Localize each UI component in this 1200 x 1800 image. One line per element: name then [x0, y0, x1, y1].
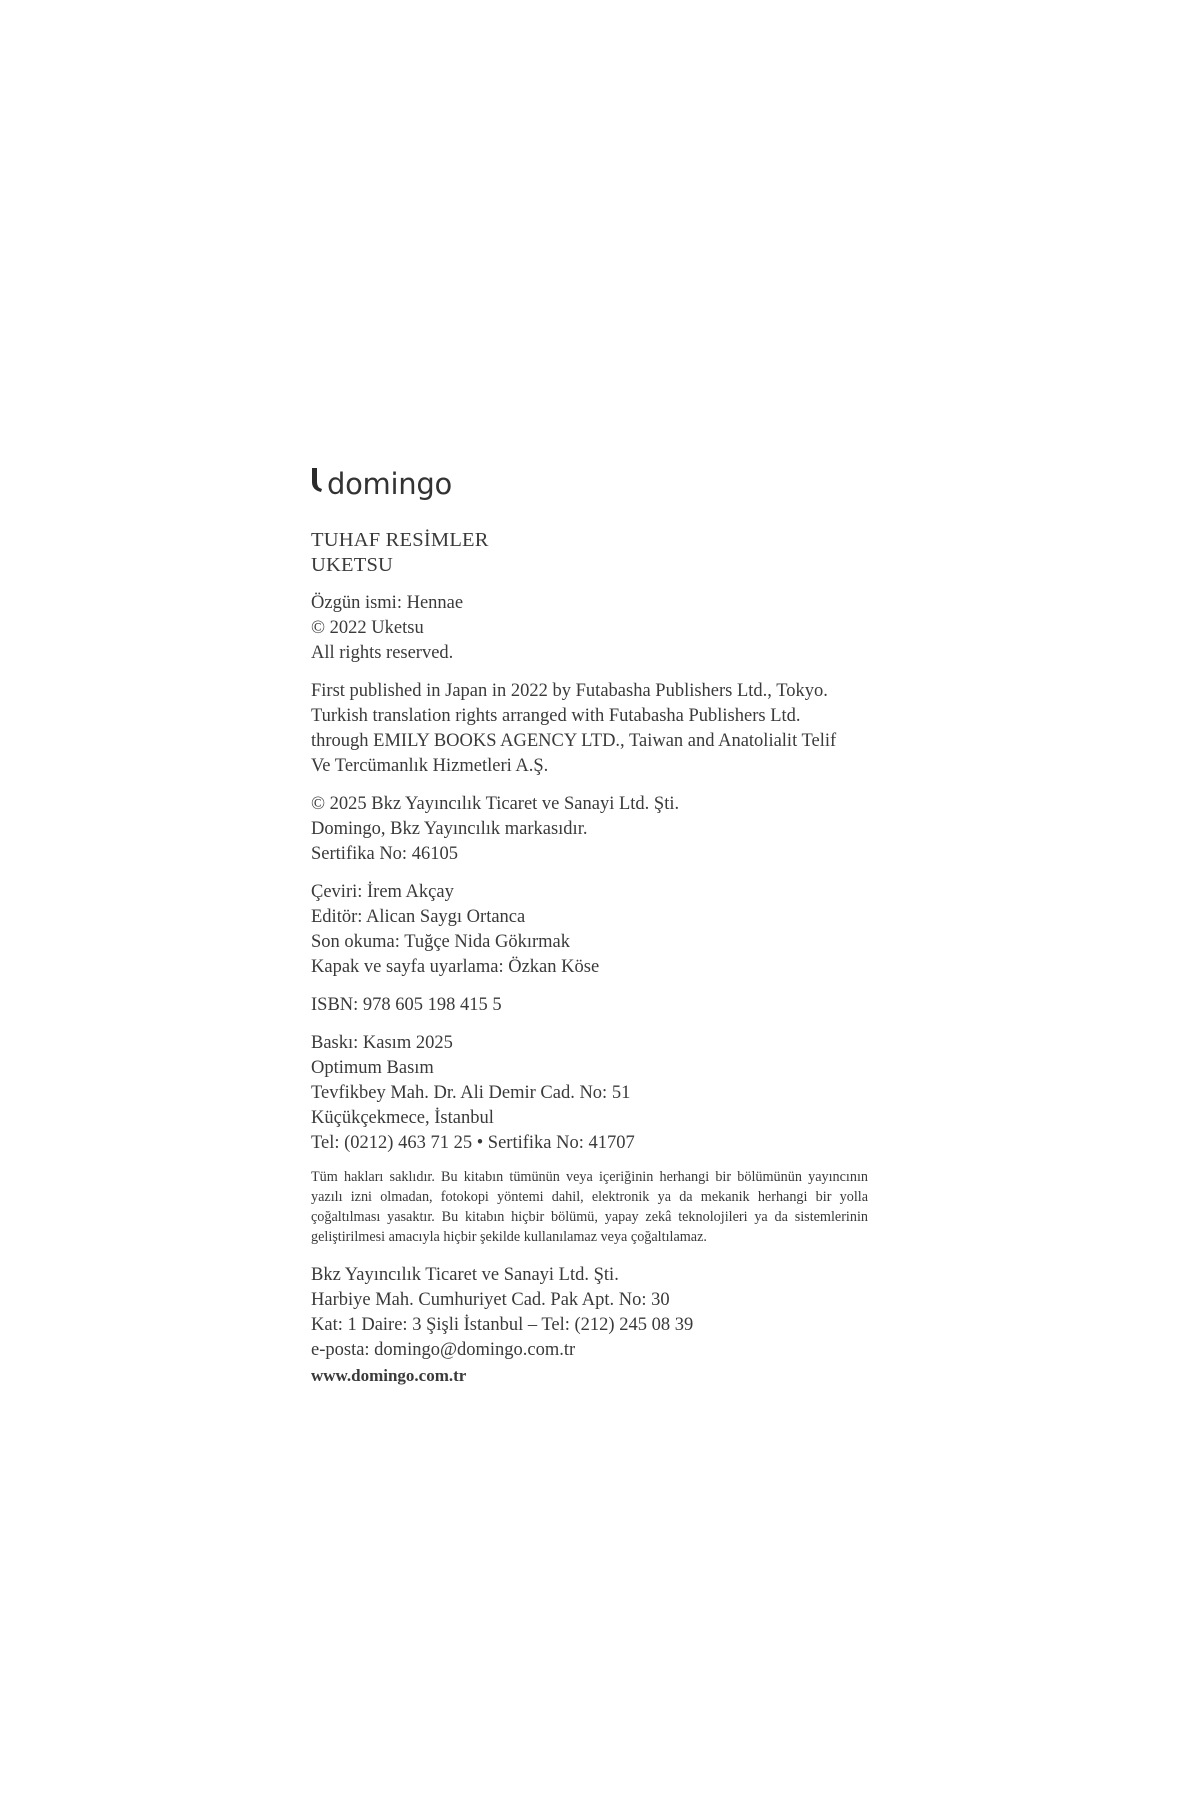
original-copyright: © 2022 Uketsu	[311, 618, 424, 638]
rights-line: Turkish translation rights arranged with Futabasha Publishers Ltd.	[311, 706, 801, 726]
credit-editor: Editör: Alican Saygı Ortanca	[311, 907, 526, 927]
legal-notice: Tüm hakları saklıdır. Bu kitabın tümünün veya içeriğinin herhangi bir bölümünün yayıncının yazılı izni olmadan, fotokopi yöntemi dahil, elektronik ya da mekanik herhangi bir yolla çoğaltılması yasaktır. Bu kitabın hiçbir bölümü, yapay zekâ teknolojileri ya da sistemlerinin geliştirilmesi amacıyla hiçbir şekilde kullanılamaz veya çoğaltılamaz.	[311, 1169, 868, 1245]
printing-block	[311, 1031, 871, 1156]
publisher-contact-block	[311, 1263, 871, 1388]
translation-rights-block	[311, 679, 871, 779]
rights-reserved: All rights reserved.	[311, 643, 454, 663]
original-info-block	[311, 591, 871, 666]
publisher-copyright-block	[311, 792, 871, 867]
credits-block	[311, 880, 871, 980]
credit-translator: Çeviri: İrem Akçay	[311, 882, 454, 902]
credit-cover-design: Kapak ve sayfa uyarlama: Özkan Köse	[311, 957, 600, 977]
rights-line: First published in Japan in 2022 by Futabasha Publishers Ltd., Tokyo.	[311, 681, 828, 701]
publisher-logo	[311, 466, 871, 500]
contact-phone: Kat: 1 Daire: 3 Şişli İstanbul – Tel: (212) 245 08 39	[311, 1315, 694, 1335]
printer-name: Optimum Basım	[311, 1058, 434, 1078]
original-title: Özgün ismi: Hennae	[311, 593, 464, 613]
printing-date: Baskı: Kasım 2025	[311, 1033, 453, 1053]
printer-city: Küçükçekmece, İstanbul	[311, 1108, 494, 1128]
contact-address: Harbiye Mah. Cumhuriyet Cad. Pak Apt. No: 30	[311, 1290, 670, 1310]
isbn-block	[311, 993, 871, 1018]
copyright-page	[311, 466, 871, 1401]
rights-line: Ve Tercümanlık Hizmetleri A.Ş.	[311, 756, 549, 776]
contact-email: e-posta: domingo@domingo.com.tr	[311, 1340, 576, 1360]
rights-line: through EMILY BOOKS AGENCY LTD., Taiwan and Anatolialit Telif	[311, 731, 837, 751]
title-block	[311, 528, 871, 578]
logo-wordmark: domingo	[327, 467, 452, 501]
isbn: ISBN: 978 605 198 415 5	[311, 995, 502, 1015]
domingo-logo-mark-icon	[311, 468, 323, 492]
book-title: TUHAF RESİMLER	[311, 529, 489, 551]
book-author: UKETSU	[311, 554, 394, 576]
publisher-certificate: Sertifika No: 46105	[311, 844, 458, 864]
printer-address: Tevfikbey Mah. Dr. Ali Demir Cad. No: 51	[311, 1083, 631, 1103]
website-link[interactable]: www.domingo.com.tr	[311, 1366, 467, 1385]
credit-proofreader: Son okuma: Tuğçe Nida Gökırmak	[311, 932, 570, 952]
printer-contact: Tel: (0212) 463 71 25 • Sertifika No: 41707	[311, 1133, 635, 1153]
publisher-brand-line: Domingo, Bkz Yayıncılık markasıdır.	[311, 819, 588, 839]
publisher-copyright-line: © 2025 Bkz Yayıncılık Ticaret ve Sanayi Ltd. Şti.	[311, 794, 680, 814]
contact-company: Bkz Yayıncılık Ticaret ve Sanayi Ltd. Şti.	[311, 1265, 619, 1285]
